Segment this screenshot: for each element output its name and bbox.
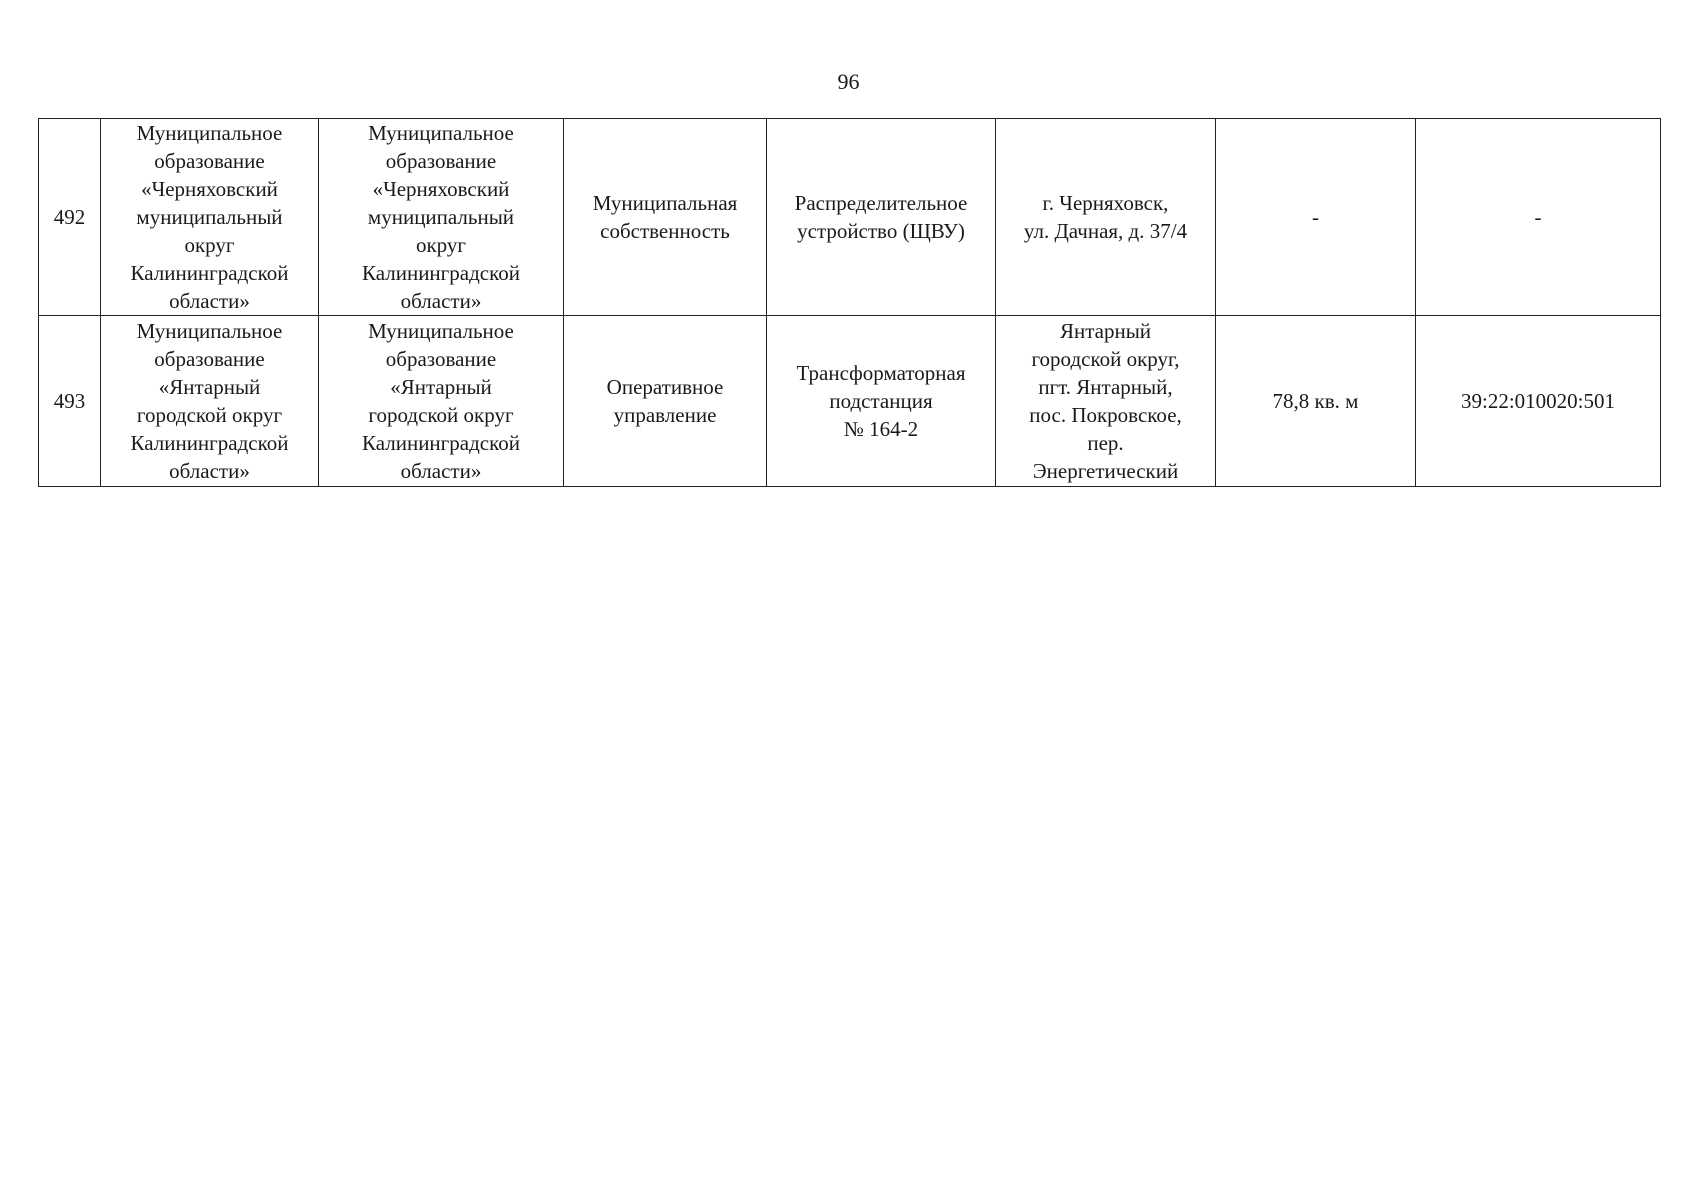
- holder-line: области»: [400, 459, 482, 483]
- address-cell: [996, 316, 1216, 487]
- holder-line: муниципальный: [367, 205, 515, 229]
- property-registry-table: [38, 118, 1661, 487]
- area-cell: 78,8 кв. м: [1216, 316, 1416, 487]
- address-line: пос. Покровское,: [1029, 403, 1182, 427]
- holder-line: городской округ: [368, 403, 514, 427]
- holder-line: образование: [385, 149, 497, 173]
- owner-line: области»: [169, 289, 250, 313]
- object-name-cell: [767, 119, 996, 316]
- right-type-line: управление: [613, 403, 717, 427]
- owner-line: области»: [169, 459, 250, 483]
- holder-cell: [319, 119, 564, 316]
- owner-line: муниципальный: [136, 205, 283, 229]
- object-name-line: № 164-2: [843, 417, 919, 441]
- owner-cell: [101, 316, 319, 487]
- cadastral-number-cell: 39:22:010020:501: [1416, 316, 1661, 487]
- owner-line: Калининградской: [130, 431, 289, 455]
- address-cell: [996, 119, 1216, 316]
- row-number-cell: 493: [39, 316, 101, 487]
- object-name-line: устройство (ЩВУ): [797, 219, 965, 243]
- owner-cell: [101, 119, 319, 316]
- address-line: пер.: [1087, 431, 1124, 455]
- holder-cell: [319, 316, 564, 487]
- holder-line: образование: [385, 347, 497, 371]
- owner-line: образование: [154, 149, 265, 173]
- cadastral-number-cell: -: [1416, 119, 1661, 316]
- holder-line: Муниципальное: [368, 319, 514, 343]
- address-line: городской округ,: [1031, 347, 1180, 371]
- right-type-line: Оперативное: [606, 375, 724, 399]
- owner-line: Калининградской: [130, 261, 289, 285]
- right-type-cell: [564, 316, 767, 487]
- holder-line: «Черняховский: [372, 177, 510, 201]
- owner-line: «Черняховский: [141, 177, 278, 201]
- page-number: 96: [837, 69, 860, 94]
- area-cell: -: [1216, 119, 1416, 316]
- object-name-line: подстанция: [829, 389, 933, 413]
- object-name-line: Распределительное: [794, 191, 968, 215]
- owner-line: образование: [154, 347, 265, 371]
- right-type-line: Муниципальная: [592, 191, 738, 215]
- right-type-line: собственность: [600, 219, 730, 243]
- owner-line: Муниципальное: [136, 121, 283, 145]
- row-number-cell: 492: [39, 119, 101, 316]
- owner-line: округ: [184, 233, 235, 257]
- holder-line: округ: [415, 233, 467, 257]
- holder-line: Калининградской: [362, 261, 520, 285]
- owner-line: Муниципальное: [136, 319, 283, 343]
- address-line: Энергетический: [1032, 459, 1179, 483]
- owner-line: «Янтарный: [158, 375, 261, 399]
- table-row: [39, 316, 1661, 487]
- object-name-cell: [767, 316, 996, 487]
- holder-line: Калининградской: [362, 431, 520, 455]
- right-type-cell: [564, 119, 767, 316]
- table-row: [39, 119, 1661, 316]
- owner-line: городской округ: [136, 403, 283, 427]
- object-name-line: Трансформаторная: [796, 361, 966, 385]
- address-line: пгт. Янтарный,: [1038, 375, 1173, 399]
- address-line: Янтарный: [1059, 319, 1152, 343]
- address-line: ул. Дачная, д. 37/4: [1023, 219, 1188, 243]
- holder-line: Муниципальное: [368, 121, 514, 145]
- holder-line: «Янтарный: [390, 375, 492, 399]
- address-line: г. Черняховск,: [1042, 191, 1169, 215]
- holder-line: области»: [400, 289, 482, 313]
